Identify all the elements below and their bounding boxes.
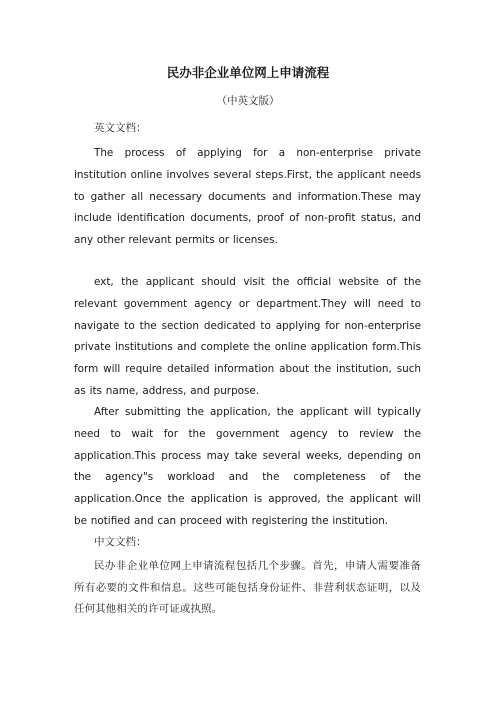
chinese-section-label: 中文文档： bbox=[94, 536, 147, 548]
document-subtitle: （中英文版） bbox=[216, 95, 280, 107]
english-paragraph-1: The process of applying for a non-enterprise private institution online involves several steps.First, the applicant needs to gather all necessary documents and information.These may include identification documents, proof of non-profit status, and any other relevant permits or licenses. bbox=[74, 147, 421, 247]
document-title: 民办非企业单位网上申请流程 bbox=[166, 65, 330, 80]
chinese-paragraph-1: 民办非企业单位网上申请流程包括几个步骤。首先，申请人需要准备所有必要的文件和信息。这些可能包括身份证件、非营利状态证明，以及任何其他相关的许可证或执照。 bbox=[74, 560, 421, 615]
english-section-label: 英文文档： bbox=[94, 122, 147, 134]
english-paragraph-3: After submitting the application, the applicant will typically need to wait for the government agency to review the application.This process may take several weeks, depending on the agency"s workload and the completeness of the application.Once the application is approved, the applicant will be notified and can proceed with registering the institution. bbox=[74, 406, 421, 527]
english-paragraph-2: ext, the applicant should visit the official website of the relevant government agency or department.They will need to navigate to the section dedicated to applying for non-enterprise private institutions and complete the online application form.This form will require detailed information about the institution, such as its name, address, and purpose. bbox=[74, 276, 421, 397]
